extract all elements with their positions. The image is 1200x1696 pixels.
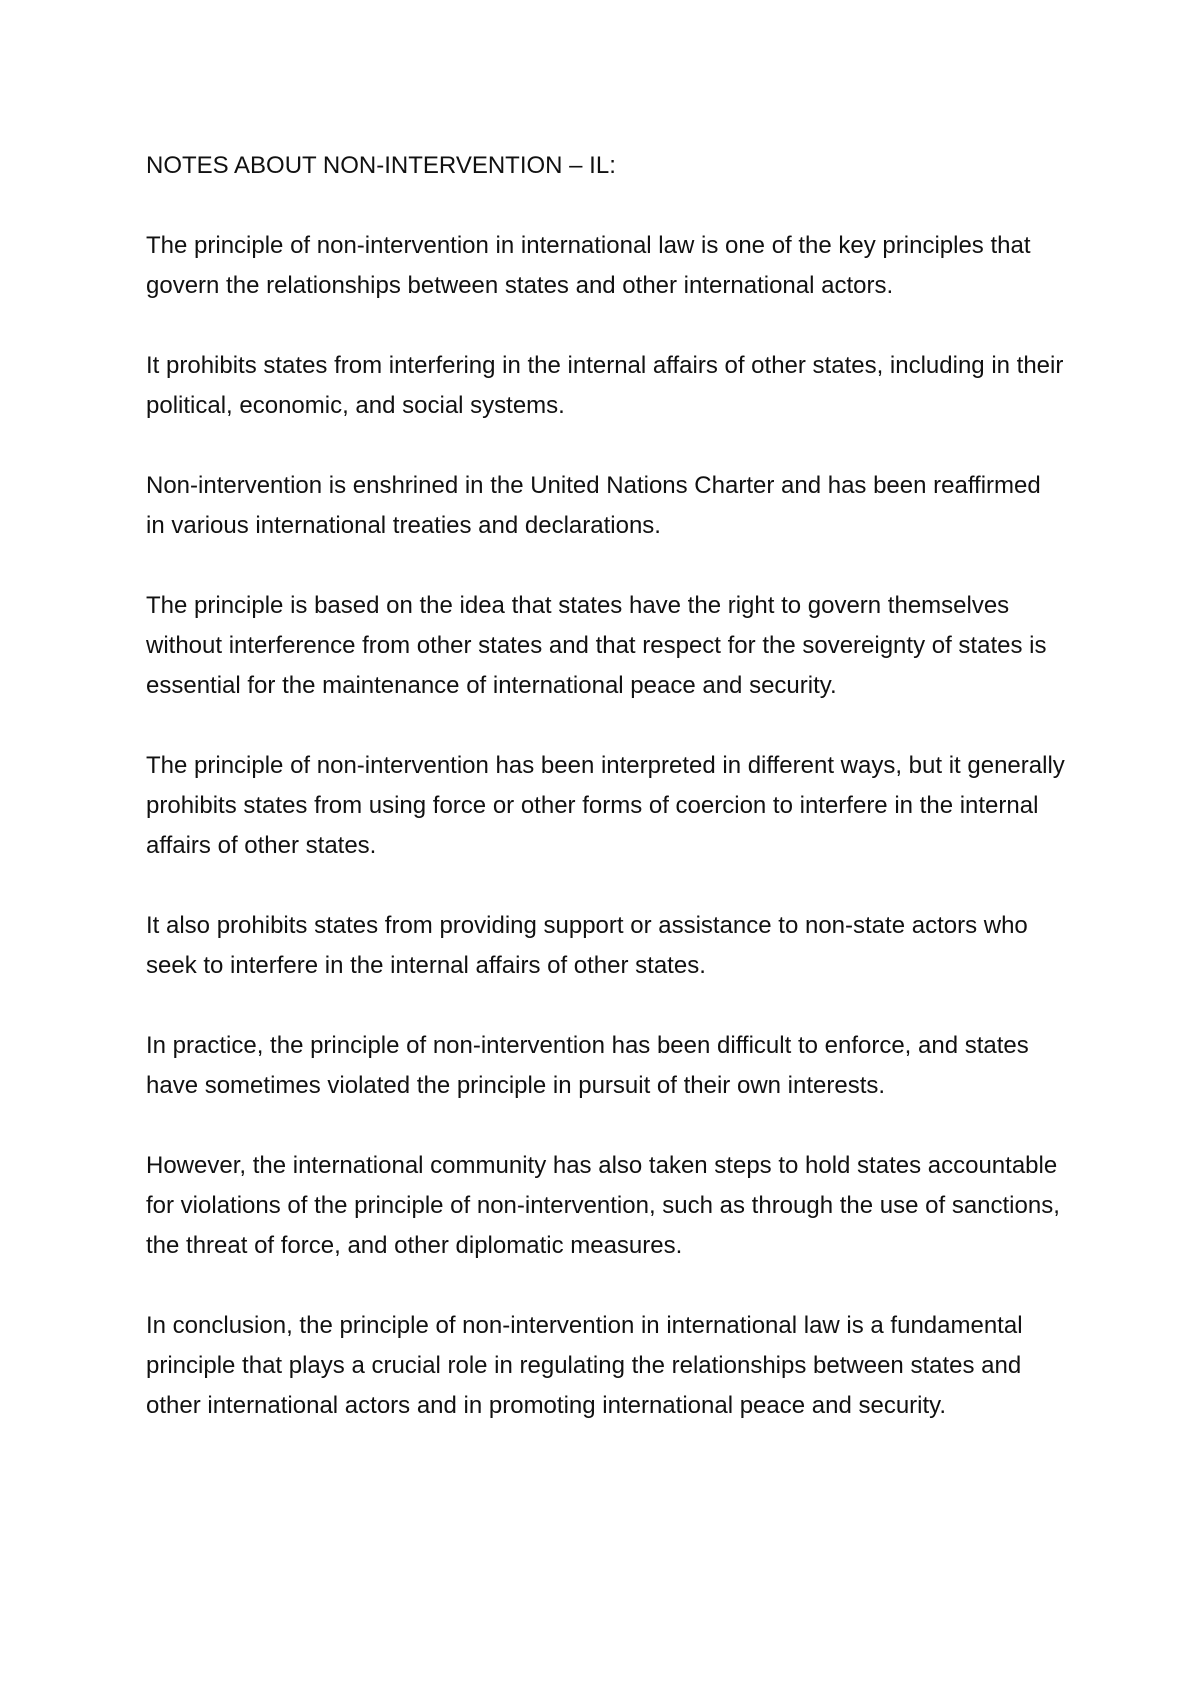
paragraph: The principle of non-intervention in international law is one of the key principles that govern the relationships between states and other international actors. [146, 232, 1031, 299]
paragraph: Non-intervention is enshrined in the United Nations Charter and has been reaffirmed in various international treaties and declarations. [146, 472, 1041, 539]
paragraph: In conclusion, the principle of non-intervention in international law is a fundamental principle that plays a crucial role in regulating the relationships between states and other international actors and in promoting international peace and security. [146, 1312, 1023, 1419]
paragraph: However, the international community has also taken steps to hold states accountable for violations of the principle of non-intervention, such as through the use of sanctions, the threat of force, and other diplomatic measures. [146, 1152, 1060, 1259]
paragraph: It prohibits states from interfering in the internal affairs of other states, including in their political, economic, and social systems. [146, 352, 1064, 419]
document-body [146, 146, 1066, 1426]
paragraph: It also prohibits states from providing support or assistance to non-state actors who seek to interfere in the internal affairs of other states. [146, 912, 1028, 979]
paragraph: The principle is based on the idea that states have the right to govern themselves without interference from other states and that respect for the sovereignty of states is essential for the maintenance of international peace and security. [146, 592, 1047, 699]
paragraph: The principle of non-intervention has been interpreted in different ways, but it generally prohibits states from using force or other forms of coercion to interfere in the internal affairs of other states. [146, 752, 1065, 859]
document-title: NOTES ABOUT NON-INTERVENTION – IL: [146, 152, 616, 179]
paragraph: In practice, the principle of non-intervention has been difficult to enforce, and states have sometimes violated the principle in pursuit of their own interests. [146, 1032, 1029, 1099]
